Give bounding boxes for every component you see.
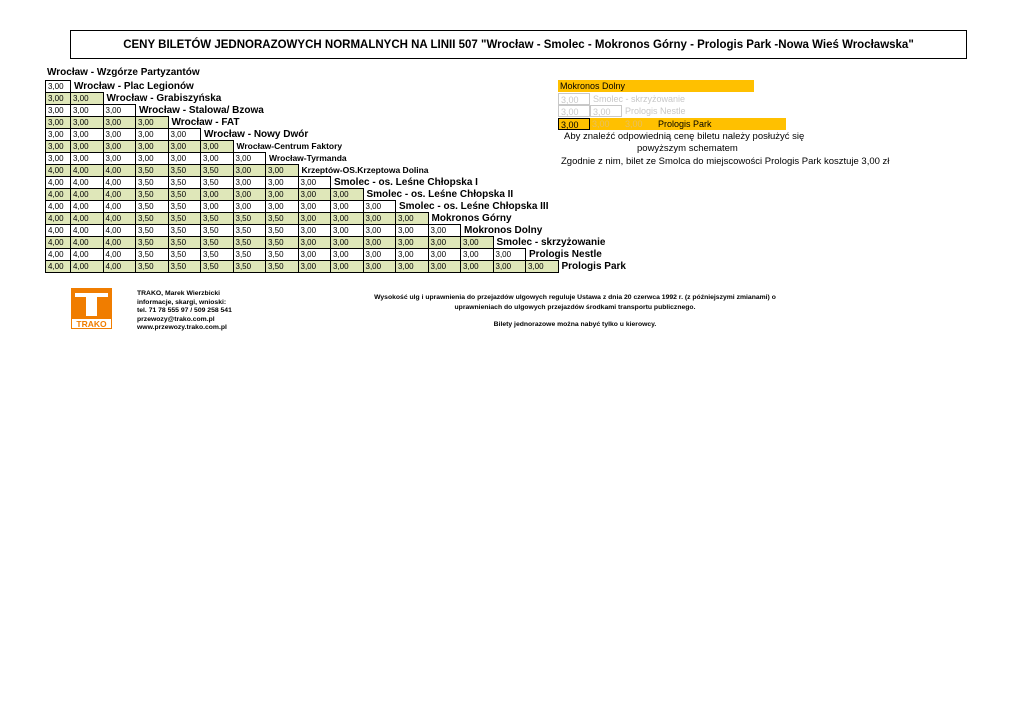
- fare-price-cell: 3,00: [46, 153, 71, 165]
- fare-price-cell: 3,00: [428, 249, 461, 261]
- fare-price-cell: 3,00: [71, 93, 104, 105]
- fare-price-cell: 4,00: [46, 249, 71, 261]
- fare-row: [46, 261, 626, 273]
- fare-price-cell: 3,00: [363, 237, 396, 249]
- fare-price-cell: 3,00: [46, 93, 71, 105]
- website-link[interactable]: www.przewozy.trako.com.pl: [137, 324, 227, 332]
- example-stop-highlight: Prologis Park: [656, 118, 786, 130]
- fare-price-cell: 3,00: [331, 225, 364, 237]
- fare-row: [46, 93, 626, 105]
- fare-price-cell: 3,50: [201, 261, 234, 273]
- fare-price-cell: 3,00: [103, 129, 136, 141]
- fare-price-cell: 3,50: [201, 213, 234, 225]
- fare-price-cell: 3,00: [363, 249, 396, 261]
- legal-line-3: Bilety jednorazowe można nabyć tylko u kierowcy.: [493, 321, 657, 328]
- fare-price-cell: 3,00: [266, 201, 299, 213]
- fare-price-cell: 3,00: [46, 129, 71, 141]
- fare-price-cell: 4,00: [46, 177, 71, 189]
- fare-price-cell: 4,00: [71, 201, 104, 213]
- fare-price-cell: 3,50: [136, 249, 169, 261]
- fare-price-cell: 3,50: [168, 249, 201, 261]
- example-price-cell-highlight: 3,00: [558, 118, 590, 130]
- fare-price-cell: 3,00: [233, 189, 266, 201]
- fare-stop-name: Wrocław-Tyrmanda: [269, 152, 347, 163]
- fare-price-cell: 4,00: [46, 201, 71, 213]
- fare-price-cell: 3,00: [428, 225, 461, 237]
- fare-row: [46, 201, 626, 213]
- fare-row: [46, 129, 626, 141]
- fare-price-cell: 3,00: [298, 249, 331, 261]
- fare-stop-name: Wrocław - Nowy Dwór: [204, 128, 309, 140]
- page-title: CENY BILETÓW JEDNORAZOWYCH NORMALNYCH NA LINII 507 "Wrocław - Smolec - Mokronos Górny - Prologis Park -Nowa Wieś Wrocławska": [123, 38, 914, 51]
- fare-price-cell: 3,00: [233, 153, 266, 165]
- fare-price-cell: 3,00: [428, 237, 461, 249]
- fare-price-cell: 3,50: [136, 165, 169, 177]
- legal-line-2: uprawnieniach do ulgowych przejazdów środkami transportu publicznego.: [454, 304, 696, 311]
- fare-stop-name: Smolec - os. Leśne Chłopska II: [366, 188, 514, 200]
- fare-price-cell: 3,00: [201, 201, 234, 213]
- fare-price-cell: 3,00: [526, 261, 559, 273]
- fare-stop-name: Wrocław - Grabiszyńska: [106, 92, 222, 104]
- example-note-2: powyższym schematem: [637, 143, 738, 154]
- fare-price-cell: 4,00: [103, 249, 136, 261]
- fare-price-cell: 3,50: [136, 177, 169, 189]
- fare-stop-name: Wrocław - Plac Legionów: [74, 80, 194, 92]
- fare-price-cell: 3,00: [71, 141, 104, 153]
- example-start-stop: Mokronos Dolny: [558, 80, 754, 92]
- fare-price-cell: 4,00: [71, 249, 104, 261]
- example-price-cell: 3,00: [590, 118, 623, 130]
- fare-price-cell: 3,50: [136, 261, 169, 273]
- example-price-cell: 3,00: [558, 105, 590, 117]
- fare-price-cell: 3,00: [331, 213, 364, 225]
- fare-price-cell: 3,50: [201, 237, 234, 249]
- fare-row: [46, 225, 626, 237]
- fare-row: [46, 237, 626, 249]
- trako-logo: [71, 288, 112, 329]
- fare-price-cell: 3,00: [331, 261, 364, 273]
- fare-price-cell: 3,00: [298, 237, 331, 249]
- fare-price-cell: 4,00: [71, 261, 104, 273]
- fare-row: [46, 81, 626, 93]
- fare-stop-name: Wrocław - Stalowa/ Bzowa: [139, 104, 264, 116]
- fare-price-cell: 3,00: [396, 261, 429, 273]
- fare-price-cell: 4,00: [103, 189, 136, 201]
- legal-line-1: Wysokość ulg i uprawnienia do przejazdów ulgowych reguluje Ustawa z dnia 20 czerwca 1992 r. (z późniejszymi zmianami) o: [374, 294, 776, 301]
- fare-price-cell: 3,50: [233, 249, 266, 261]
- fare-price-cell: 4,00: [46, 189, 71, 201]
- company-name: TRAKO, Marek Wierzbicki: [137, 290, 221, 297]
- fare-price-cell: 3,00: [46, 81, 71, 93]
- fare-price-cell: 3,00: [396, 249, 429, 261]
- fare-price-cell: 3,50: [168, 213, 201, 225]
- fare-price-cell: 4,00: [103, 237, 136, 249]
- fare-stop-name: Prologis Park: [561, 261, 626, 272]
- fare-table: [45, 80, 626, 273]
- fare-row: [46, 117, 626, 129]
- fare-price-cell: 3,00: [363, 201, 396, 213]
- fare-price-cell: 3,50: [168, 261, 201, 273]
- fare-price-cell: 3,00: [461, 237, 494, 249]
- fare-price-cell: 3,00: [428, 261, 461, 273]
- fare-price-cell: 3,50: [168, 225, 201, 237]
- fare-price-cell: 3,00: [331, 189, 364, 201]
- fare-stop-name: Krzeptów-OS.Krzeptowa Dolina: [301, 164, 429, 175]
- fare-price-cell: 4,00: [71, 225, 104, 237]
- fare-price-cell: 3,50: [266, 237, 299, 249]
- fare-price-cell: 3,50: [201, 177, 234, 189]
- fare-price-cell: 4,00: [71, 189, 104, 201]
- fare-price-cell: 3,00: [461, 261, 494, 273]
- fare-price-cell: 3,00: [168, 129, 201, 141]
- example-note-3: Zgodnie z nim, bilet ze Smolca do miejscowości Prologis Park kosztuje 3,00 zł: [561, 156, 890, 167]
- fare-price-cell: 3,50: [168, 189, 201, 201]
- fare-price-cell: 3,00: [136, 141, 169, 153]
- fare-price-cell: 3,00: [46, 117, 71, 129]
- fare-price-cell: 4,00: [103, 177, 136, 189]
- fare-row: [46, 249, 626, 261]
- fare-price-cell: 3,50: [201, 249, 234, 261]
- fare-price-cell: 4,00: [103, 225, 136, 237]
- fare-price-cell: 3,00: [298, 213, 331, 225]
- fare-price-cell: 4,00: [71, 237, 104, 249]
- fare-price-cell: 3,50: [168, 165, 201, 177]
- fare-price-cell: 3,00: [266, 177, 299, 189]
- fare-price-cell: 3,00: [363, 261, 396, 273]
- fare-price-cell: 3,00: [396, 237, 429, 249]
- contact-info: [137, 290, 232, 333]
- fare-price-cell: 3,00: [136, 153, 169, 165]
- legal-notice: [330, 293, 820, 330]
- info-label: informacje, skargi, wnioski:: [137, 298, 227, 306]
- fare-price-cell: 3,00: [201, 153, 234, 165]
- example-price-cell: 3,00: [590, 105, 622, 117]
- fare-price-cell: 3,50: [168, 201, 201, 213]
- example-note-1: Aby znaleźć odpowiednią cenę biletu należy posłużyć się: [564, 131, 805, 142]
- fare-price-cell: 3,00: [201, 189, 234, 201]
- fare-price-cell: 4,00: [103, 201, 136, 213]
- example-stop-label: Smolec - skrzyżowanie: [593, 93, 686, 104]
- fare-stop-name: Smolec - skrzyżowanie: [496, 236, 606, 248]
- fare-price-cell: 3,50: [233, 225, 266, 237]
- fare-stop-name: Smolec - os. Leśne Chłopska III: [399, 200, 549, 212]
- fare-price-cell: 3,00: [461, 249, 494, 261]
- fare-price-cell: 3,50: [266, 249, 299, 261]
- fare-price-cell: 3,00: [103, 141, 136, 153]
- fare-price-cell: 3,00: [396, 225, 429, 237]
- fare-price-cell: 3,00: [363, 225, 396, 237]
- fare-price-cell: 3,50: [136, 189, 169, 201]
- fare-price-cell: 3,00: [266, 165, 299, 177]
- fare-price-cell: 3,50: [168, 237, 201, 249]
- fare-price-cell: 3,00: [298, 189, 331, 201]
- fare-price-cell: 3,50: [201, 165, 234, 177]
- fare-stop-name: Smolec - os. Leśne Chłopska I: [334, 176, 478, 188]
- fare-price-cell: 4,00: [46, 225, 71, 237]
- fare-stop-name: Prologis Nestle: [529, 248, 602, 260]
- fare-price-cell: 3,00: [331, 201, 364, 213]
- fare-price-cell: 3,00: [71, 105, 104, 117]
- fare-stop-name: Mokronos Dolny: [464, 224, 543, 236]
- fare-price-cell: 3,00: [103, 153, 136, 165]
- fare-row: [46, 189, 626, 201]
- fare-price-cell: 3,00: [168, 153, 201, 165]
- fare-price-cell: 3,00: [331, 237, 364, 249]
- fare-price-cell: 3,00: [103, 117, 136, 129]
- fare-price-cell: 3,00: [331, 249, 364, 261]
- fare-price-cell: 3,00: [298, 225, 331, 237]
- fare-price-cell: 3,00: [71, 129, 104, 141]
- fare-price-cell: 3,00: [136, 117, 169, 129]
- fare-price-cell: 4,00: [103, 261, 136, 273]
- email-link[interactable]: przewozy@trako.com.pl: [137, 315, 215, 323]
- fare-price-cell: 4,00: [103, 213, 136, 225]
- logo-text: TRAKO: [76, 319, 107, 329]
- fare-price-cell: 3,00: [298, 177, 331, 189]
- fare-price-cell: 3,00: [298, 261, 331, 273]
- fare-row: [46, 105, 626, 117]
- fare-price-cell: 3,50: [266, 213, 299, 225]
- fare-price-cell: 3,50: [233, 261, 266, 273]
- fare-price-cell: 3,00: [71, 153, 104, 165]
- fare-price-cell: 3,50: [136, 225, 169, 237]
- fare-price-cell: 3,50: [136, 237, 169, 249]
- fare-price-cell: 4,00: [103, 165, 136, 177]
- fare-stop-name: Wrocław-Centrum Faktory: [236, 140, 343, 151]
- fare-price-cell: 3,00: [168, 141, 201, 153]
- fare-price-cell: 3,50: [136, 213, 169, 225]
- fare-stop-name: Mokronos Górny: [431, 212, 512, 224]
- fare-price-cell: 3,00: [46, 105, 71, 117]
- fare-price-cell: 4,00: [71, 177, 104, 189]
- fare-price-cell: 3,00: [201, 141, 234, 153]
- fare-price-cell: 3,00: [136, 129, 169, 141]
- fare-price-cell: 4,00: [46, 261, 71, 273]
- fare-price-cell: 3,50: [136, 201, 169, 213]
- fare-price-cell: 3,00: [266, 189, 299, 201]
- fare-price-cell: 3,50: [233, 237, 266, 249]
- fare-price-cell: 3,00: [71, 117, 104, 129]
- fare-price-cell: 4,00: [71, 165, 104, 177]
- fare-price-cell: 3,50: [168, 177, 201, 189]
- fare-price-cell: 4,00: [71, 213, 104, 225]
- fare-price-cell: 4,00: [46, 165, 71, 177]
- phone-number: tel. 71 78 555 97 / 509 258 541: [137, 307, 232, 315]
- fare-row: [46, 141, 626, 153]
- fare-price-cell: 3,00: [233, 177, 266, 189]
- fare-price-cell: 3,00: [363, 213, 396, 225]
- fare-price-cell: 3,50: [201, 225, 234, 237]
- first-stop-label: Wrocław - Wzgórze Partyzantów: [47, 67, 200, 78]
- fare-price-cell: 3,00: [103, 105, 136, 117]
- fare-price-cell: 3,00: [46, 141, 71, 153]
- fare-price-cell: 3,00: [233, 201, 266, 213]
- fare-price-cell: 3,00: [493, 249, 526, 261]
- fare-row: [46, 213, 626, 225]
- fare-row: [46, 153, 626, 165]
- fare-price-cell: 4,00: [46, 237, 71, 249]
- fare-price-cell: 3,00: [396, 213, 429, 225]
- fare-price-cell: 3,50: [266, 261, 299, 273]
- fare-stop-name: Wrocław - FAT: [171, 116, 240, 128]
- page-title-box: [70, 30, 967, 59]
- example-price-cell: 3,00: [623, 118, 656, 130]
- fare-row: [46, 165, 626, 177]
- example-price-cell: 3,00: [558, 93, 590, 105]
- fare-price-cell: 3,00: [298, 201, 331, 213]
- fare-price-cell: 3,50: [266, 225, 299, 237]
- fare-price-cell: 3,50: [233, 213, 266, 225]
- fare-price-cell: 3,00: [493, 261, 526, 273]
- fare-row: [46, 177, 626, 189]
- example-stop-label: Prologis Nestle: [625, 106, 686, 116]
- fare-price-cell: 3,00: [233, 165, 266, 177]
- fare-price-cell: 4,00: [46, 213, 71, 225]
